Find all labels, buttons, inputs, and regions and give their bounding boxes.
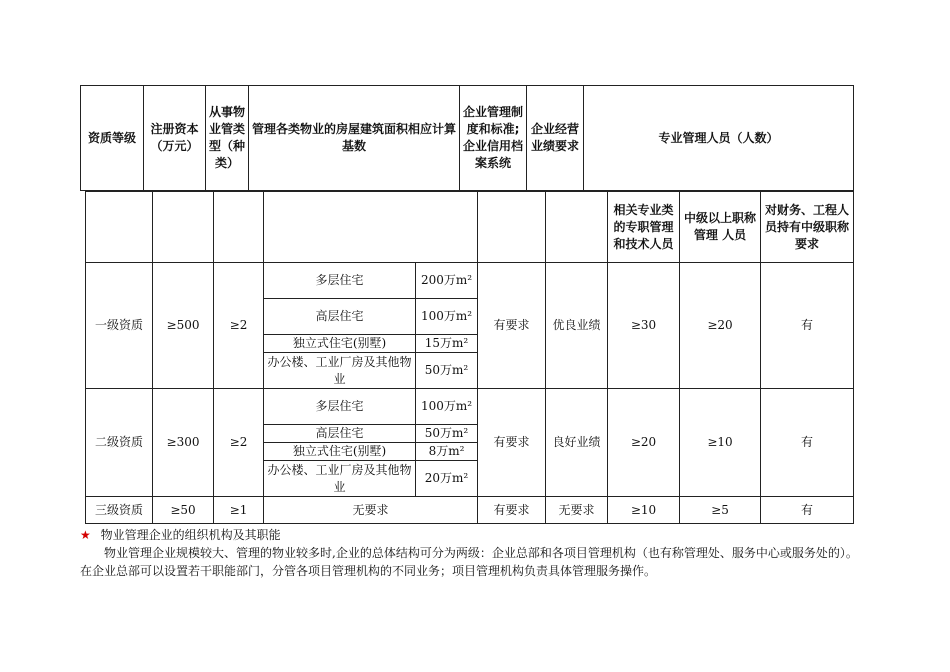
professional-cell: ≥10 (608, 497, 680, 524)
system-cell: 有要求 (478, 263, 546, 389)
types-cell: ≥1 (214, 497, 264, 524)
subheader-finance: 对财务、工程人员持有中级职称要求 (761, 192, 854, 263)
header-staff: 专业管理人员（人数） (584, 86, 854, 191)
area-value-cell: 200万m² (416, 263, 478, 299)
header-types: 从事物业管类型（种类） (206, 86, 249, 191)
header-capital: 注册资本（万元） (144, 86, 206, 191)
area-type-cell: 办公楼、工业厂房及其他物业 (264, 461, 416, 497)
table-row (86, 263, 854, 299)
area-type-cell: 高层住宅 (264, 299, 416, 335)
performance-cell: 无要求 (546, 497, 608, 524)
grade-cell: 二级资质 (86, 389, 153, 497)
table-header (80, 85, 854, 191)
capital-cell: ≥500 (153, 263, 214, 389)
finance-cell: 有 (761, 389, 854, 497)
area-type-cell: 办公楼、工业厂房及其他物业 (264, 353, 416, 389)
capital-cell: ≥300 (153, 389, 214, 497)
area-value-cell: 100万m² (416, 389, 478, 425)
section-paragraph-2: 在企业总部可以设置若干职能部门，分管各项目管理机构的不同业务；项目管理机构负责具体管理服务操作。 (80, 564, 657, 578)
system-cell: 有要求 (478, 389, 546, 497)
performance-cell: 优良业绩 (546, 263, 608, 389)
area-note-cell: 无要求 (264, 497, 478, 524)
mid-title-cell: ≥5 (680, 497, 761, 524)
table-row (86, 497, 854, 524)
table-row (86, 389, 854, 425)
mid-title-cell: ≥10 (680, 389, 761, 497)
area-value-cell: 50万m² (416, 353, 478, 389)
area-type-cell: 独立式住宅(别墅) (264, 335, 416, 353)
section-heading (80, 526, 281, 544)
system-cell: 有要求 (478, 497, 546, 524)
subheader-professional: 相关专业类的专职管理和技术人员 (608, 192, 680, 263)
area-value-cell: 20万m² (416, 461, 478, 497)
professional-cell: ≥20 (608, 389, 680, 497)
section-title: 物业管理企业的组织机构及其职能 (100, 528, 281, 542)
mid-title-cell: ≥20 (680, 263, 761, 389)
finance-cell: 有 (761, 497, 854, 524)
star-icon: ★ (80, 528, 91, 542)
types-cell: ≥2 (214, 389, 264, 497)
header-system: 企业管理制度和标准;企业信用档案系统 (460, 86, 527, 191)
table-body (85, 191, 854, 524)
area-type-cell: 高层住宅 (264, 425, 416, 443)
performance-cell: 良好业绩 (546, 389, 608, 497)
professional-cell: ≥30 (608, 263, 680, 389)
capital-cell: ≥50 (153, 497, 214, 524)
area-value-cell: 100万m² (416, 299, 478, 335)
grade-cell: 一级资质 (86, 263, 153, 389)
area-value-cell: 8万m² (416, 443, 478, 461)
grade-cell: 三级资质 (86, 497, 153, 524)
header-area: 管理各类物业的房屋建筑面积相应计算基数 (249, 86, 460, 191)
finance-cell: 有 (761, 263, 854, 389)
area-type-cell: 多层住宅 (264, 263, 416, 299)
area-type-cell: 多层住宅 (264, 389, 416, 425)
header-grade: 资质等级 (81, 86, 144, 191)
types-cell: ≥2 (214, 263, 264, 389)
area-type-cell: 独立式住宅(别墅) (264, 443, 416, 461)
subheader-mid-title: 中级以上职称管理 人员 (680, 192, 761, 263)
section-paragraph-1: 物业管理企业规模较大、管理的物业较多时,企业的总体结构可分为两级：企业总部和各项目管理机构（也有称管理处、服务中心或服务处的）。 (104, 546, 858, 560)
area-value-cell: 15万m² (416, 335, 478, 353)
area-value-cell: 50万m² (416, 425, 478, 443)
header-performance: 企业经营业绩要求 (527, 86, 584, 191)
